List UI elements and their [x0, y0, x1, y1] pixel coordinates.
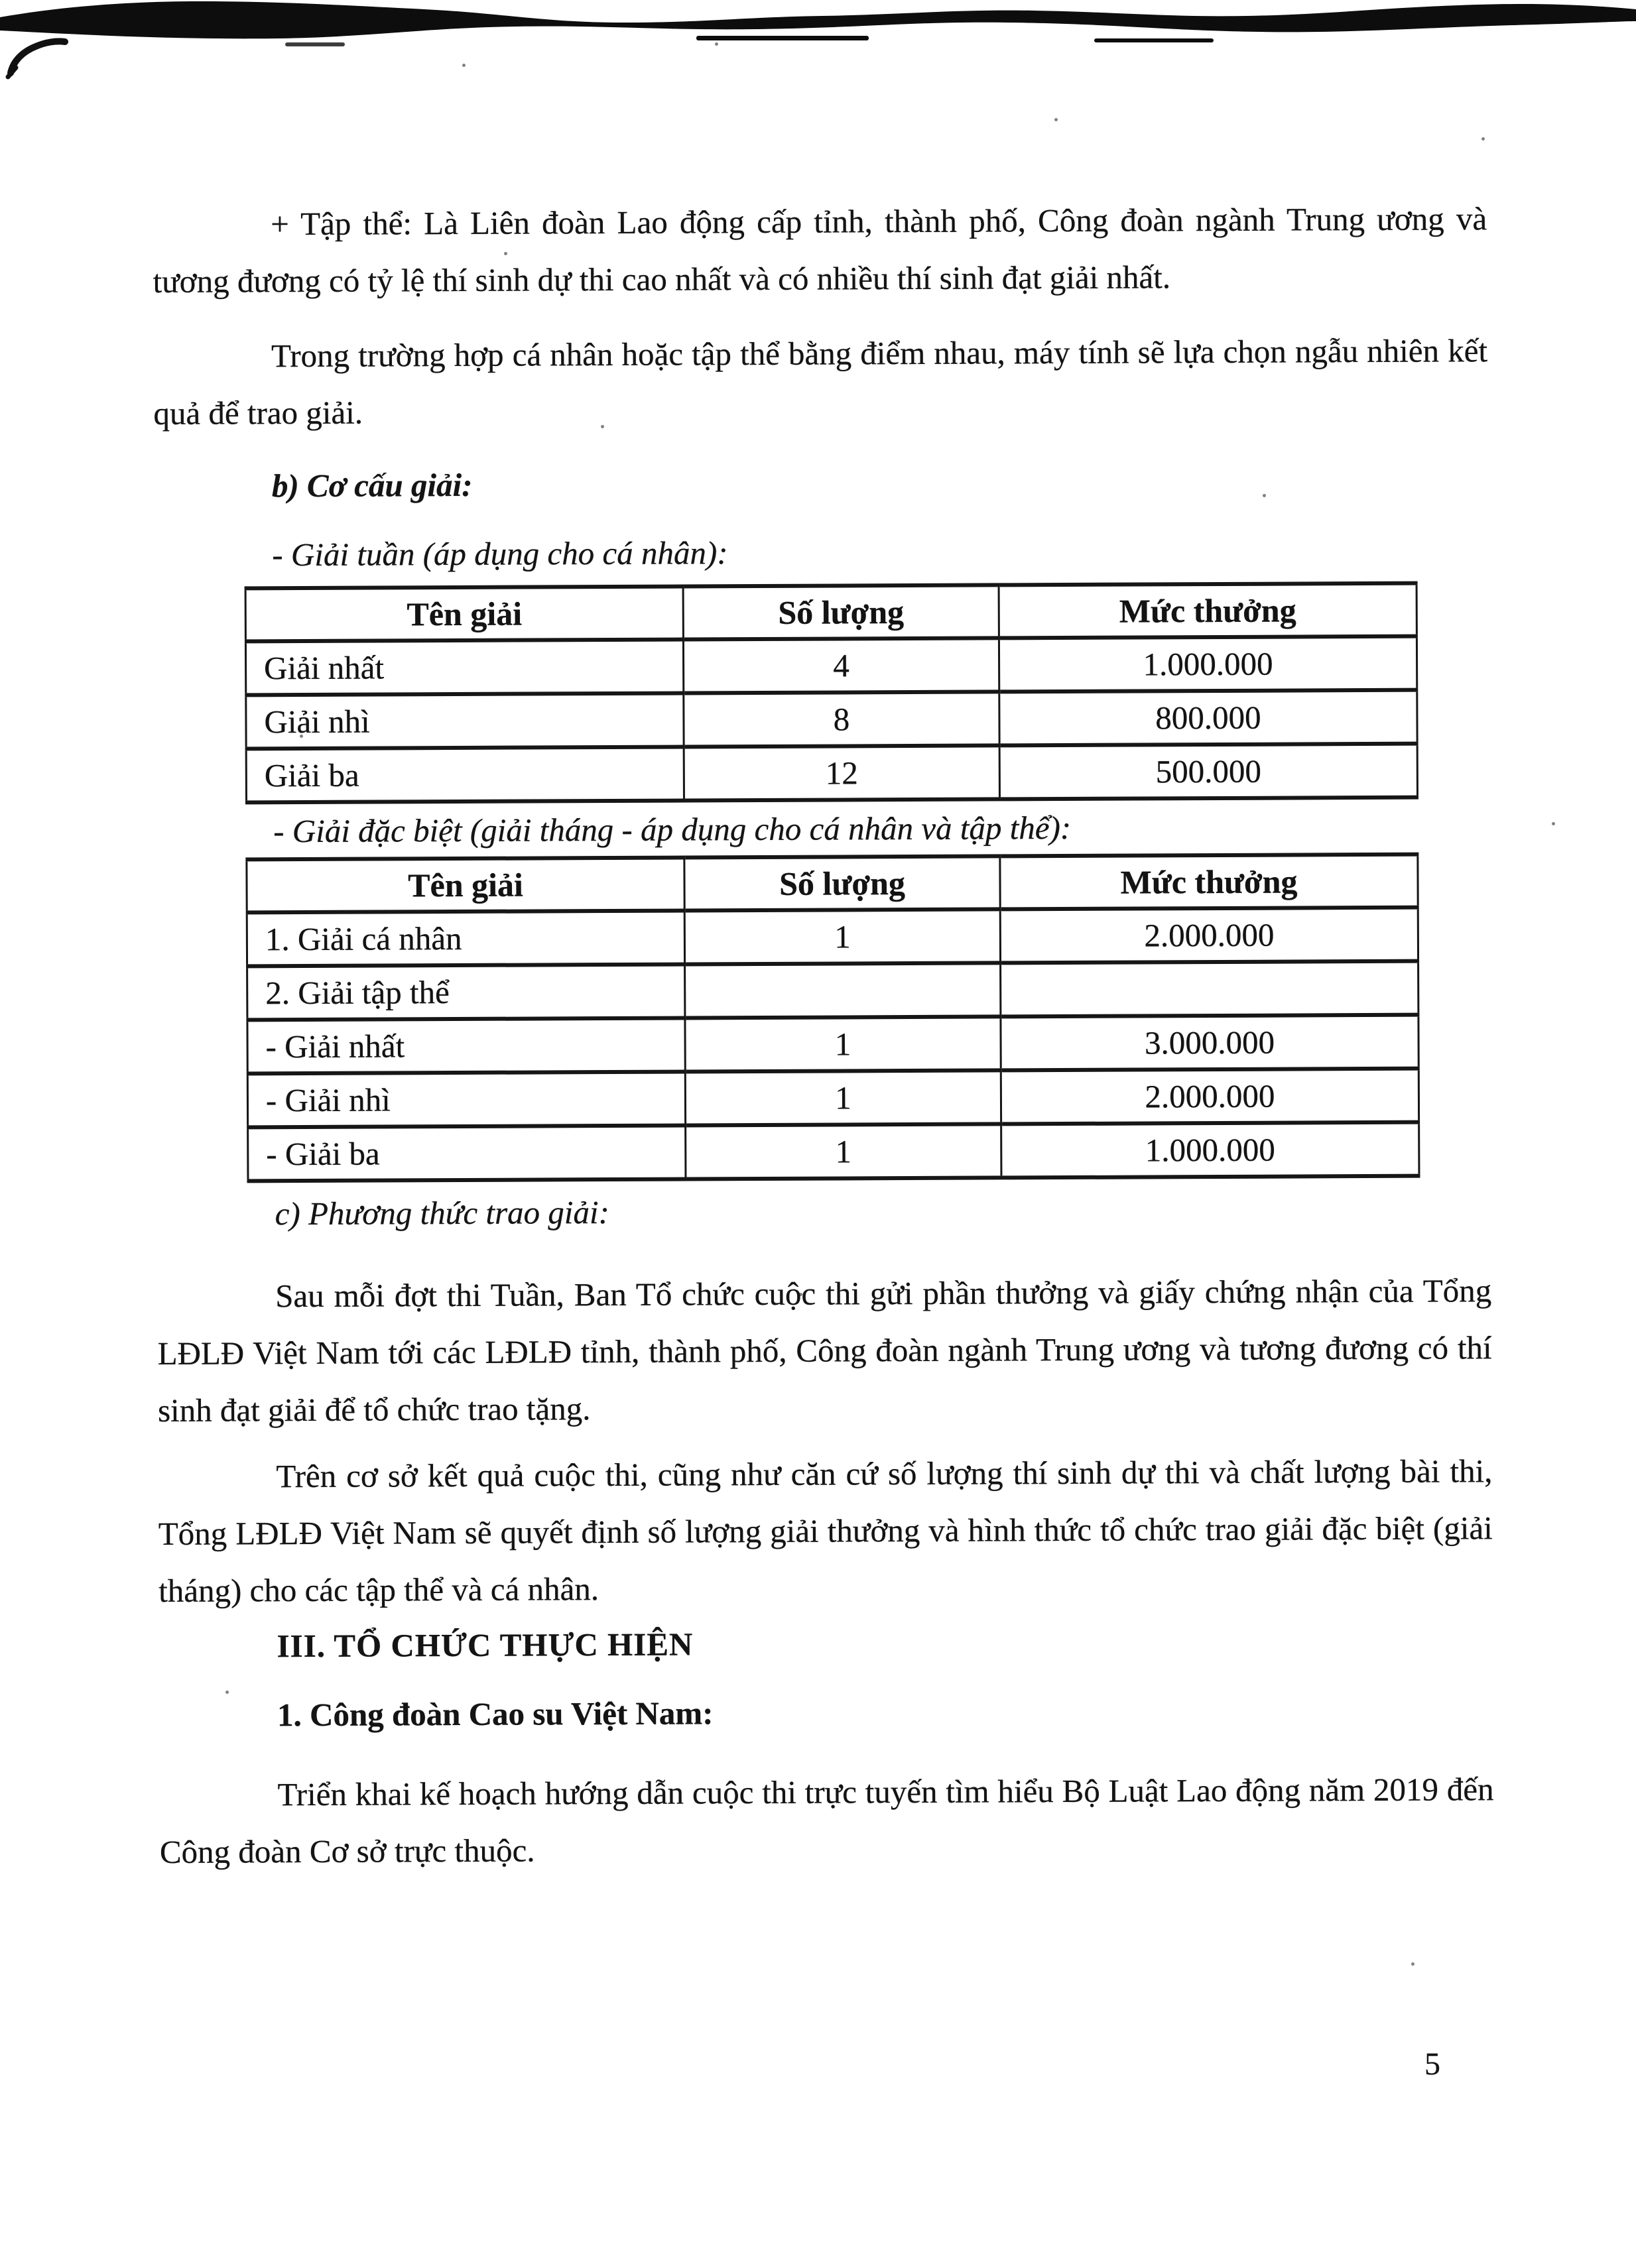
prize-name: - Giải nhất — [247, 1018, 685, 1074]
heading-c-phuong-thuc: c) Phương thức trao giải: — [275, 1194, 610, 1232]
table-header-row — [247, 855, 1418, 913]
prize-qty: 4 — [683, 638, 999, 693]
prize-qty: 1 — [684, 909, 1000, 964]
heading-b-co-cau-giai: b) Cơ cấu giải: — [271, 466, 473, 505]
pen-mark — [3, 27, 89, 86]
table-row — [247, 908, 1418, 967]
prize-name: - Giải nhì — [247, 1072, 685, 1128]
table-row — [245, 636, 1416, 695]
prize-qty: 1 — [685, 1070, 1001, 1125]
paragraph-tap-the: + Tập thể: Là Liên đoàn Lao động cấp tỉnh, thành phố, Công đoàn ngành Trung ương và tương đương có tỷ lệ thí sinh dự thi cao nhất và có nhiều thí sinh đạt giải nhất. — [153, 200, 1487, 300]
table-header-row — [245, 583, 1416, 642]
table-row — [248, 1122, 1419, 1181]
prize-amount: 500.000 — [999, 744, 1417, 800]
prize-qty: 12 — [684, 745, 999, 800]
scan-edge-artifact — [0, 0, 1636, 53]
table-row — [246, 744, 1417, 803]
prize-amount: 1.000.000 — [1001, 1122, 1419, 1178]
label-giai-tuan: - Giải tuần (áp dụng cho cá nhân): — [272, 534, 728, 573]
col-header-muc-thuong: Mức thưởng — [999, 583, 1416, 638]
prize-name: 1. Giải cá nhân — [247, 911, 684, 967]
table-row — [247, 1015, 1418, 1074]
document-body — [153, 190, 1494, 1881]
prize-qty: 1 — [686, 1124, 1001, 1179]
paragraph-sau-moi: Sau mỗi đợt thi Tuần, Ban Tổ chức cuộc thi gửi phần thưởng và giấy chứng nhận của Tổng LĐLĐ Việt Nam tới các LĐLĐ tỉnh, thành phố, Công đoàn ngành Trung ương và tương đương có thí sinh đạt giải để tổ chức trao tặng. — [157, 1272, 1492, 1429]
table-row — [246, 690, 1417, 749]
paragraph-trien-khai: Triển khai kế hoạch hướng dẫn cuộc thi trực tuyến tìm hiểu Bộ Luật Lao động năm 2019 đến Công đoàn Cơ sở trực thuộc. — [159, 1771, 1494, 1870]
prize-qty — [685, 963, 1001, 1018]
paragraph-tren-co-so: Trên cơ sở kết quả cuộc thi, cũng như căn cứ số lượng thí sinh dự thi và chất lượng bài thi, Tổng LĐLĐ Việt Nam sẽ quyết định số lượng giải thưởng và hình thức tổ chức trao giải đặc biệt (giải tháng) cho các tập thể và cá nhân. — [158, 1453, 1493, 1609]
prize-amount: 1.000.000 — [999, 636, 1416, 692]
prize-amount: 2.000.000 — [1000, 908, 1418, 963]
paragraph-trong-truong-hop: Trong trường hợp cá nhân hoặc tập thể bằng điểm nhau, máy tính sẽ lựa chọn ngẫu nhiên kết quả để trao giải. — [153, 332, 1488, 432]
prize-amount: 3.000.000 — [1001, 1015, 1418, 1071]
table-row — [247, 961, 1418, 1020]
prize-name: - Giải ba — [248, 1126, 686, 1181]
weekly-prize-table — [245, 581, 1418, 805]
col-header-so-luong: Số lượng — [683, 585, 999, 639]
special-prize-table — [245, 853, 1420, 1183]
table-row — [247, 1069, 1418, 1128]
prize-amount: 2.000.000 — [1001, 1069, 1418, 1124]
prize-qty: 1 — [685, 1016, 1001, 1071]
prize-amount: 800.000 — [999, 690, 1417, 746]
prize-qty: 8 — [684, 691, 999, 746]
heading-1-cong-doan-cao-su: 1. Công đoàn Cao su Việt Nam: — [277, 1695, 714, 1734]
heading-iii-to-chuc: III. TỔ CHỨC THỰC HIỆN — [277, 1626, 694, 1665]
col-header-ten-giai: Tên giải — [247, 858, 684, 913]
col-header-so-luong: Số lượng — [684, 856, 1000, 910]
prize-name: Giải ba — [246, 747, 684, 803]
prize-name: Giải nhì — [246, 693, 684, 749]
col-header-muc-thuong: Mức thưởng — [1000, 855, 1418, 910]
prize-name: 2. Giải tập thể — [247, 965, 685, 1020]
prize-amount — [1001, 961, 1418, 1017]
col-header-ten-giai: Tên giải — [245, 587, 683, 642]
page-number: 5 — [1424, 2047, 1440, 2082]
label-giai-dac-biet: - Giải đặc biệt (giải tháng - áp dụng cho cá nhân và tập thể): — [273, 809, 1072, 850]
prize-name: Giải nhất — [245, 640, 683, 695]
